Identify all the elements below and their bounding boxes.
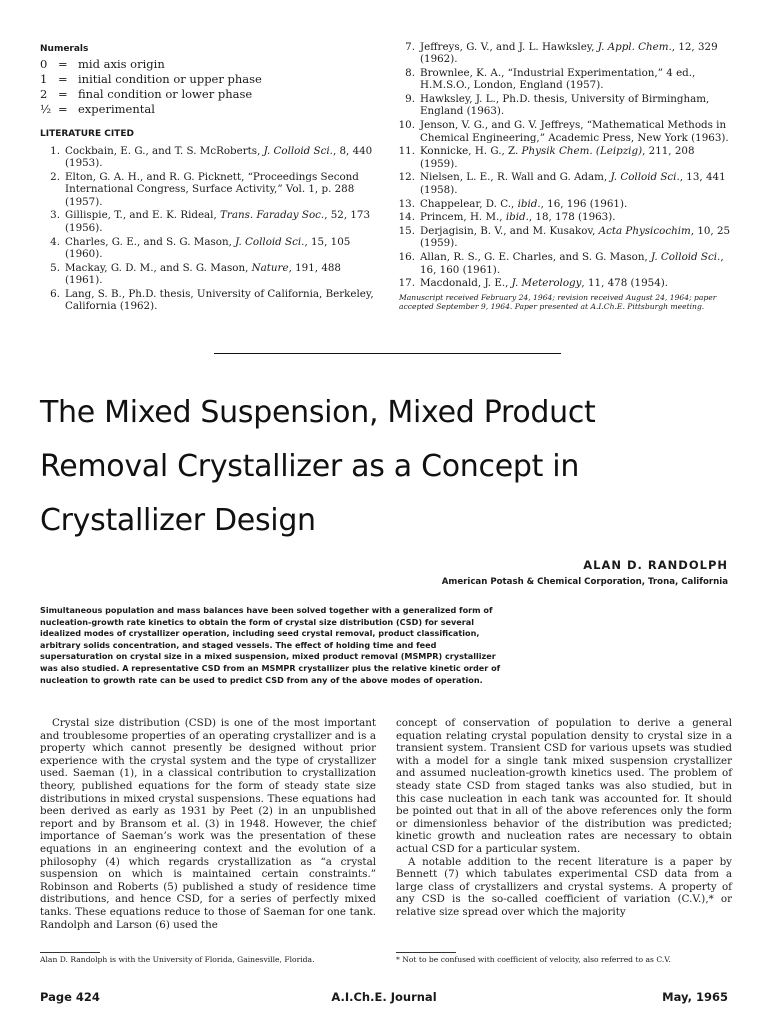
reference-number: 8. (405, 67, 415, 80)
page-footer (40, 990, 728, 1006)
top-left-column (40, 44, 380, 314)
reference-item (395, 277, 731, 289)
reference-text: Elton, G. A. H., and R. G. Picknett, “Proceedings Second International Congress, Surface Activity,” Vol. 1, p. 288 (1957). (65, 171, 359, 208)
journal-name: Physik Chem. (Leipzig) (521, 145, 643, 158)
numerals-heading: Numerals (40, 44, 89, 54)
reference-number: 12. (398, 171, 415, 184)
reference-item (40, 209, 380, 234)
reference-text: Lang, S. B., Ph.D. thesis, University of California, Berkeley, California (1962). (65, 287, 374, 313)
journal-name: J. Colloid Sci. (610, 171, 680, 184)
reference-number: 11. (398, 145, 415, 158)
reference-item (395, 41, 731, 66)
reference-text: Hawksley, J. L., Ph.D. thesis, University of Birmingham, England (1963). (420, 93, 710, 118)
reference-number: 4. (50, 235, 60, 248)
reference-number: 14. (398, 211, 415, 224)
title-line: Removal Crystallizer as a Concept in (40, 449, 580, 484)
reference-text: Brownlee, K. A., “Industrial Experimentation,” 4 ed., H.M.S.O., London, England (1957). (420, 67, 696, 92)
reference-item (395, 119, 731, 144)
reference-item (395, 93, 731, 118)
reference-item (395, 145, 731, 170)
reference-item (40, 288, 380, 313)
reference-item (395, 225, 731, 250)
reference-text: Charles, G. E., and S. G. Mason, J. Colloid Sci., 15, 105 (1960). (65, 235, 351, 260)
reference-item (395, 251, 731, 276)
journal-name: J. Appl. Chem. (597, 41, 672, 53)
body-paragraph: A notable addition to the recent literature is a paper by Bennett (7) which tabulates experimental CSD data from a large class of crystallizers and crystal systems. A property of any CSD is the so-called coefficient of variation (C.V.),* or relative size spread over which the majority (396, 855, 732, 918)
reference-text: Nielsen, L. E., R. Wall and G. Adam, J. Colloid Sci., 13, 441 (1958). (420, 171, 726, 196)
top-right-column (395, 41, 731, 312)
reference-number: 3. (50, 209, 60, 222)
numeral-row: 0 = mid axis origin (40, 57, 165, 71)
footnote-cv: * Not to be confused with coefficient of velocity, also referred to as C.V. (396, 952, 732, 965)
author-name: ALAN D. RANDOLPH (583, 558, 728, 572)
reference-item (40, 171, 380, 208)
footnote-rule (40, 952, 100, 953)
reference-text: Chappelear, D. C., ibid., 16, 196 (1961). (420, 197, 628, 210)
reference-number: 10. (398, 119, 415, 132)
body-paragraph: Crystal size distribution (CSD) is one of the most important and troublesome properties of an operating crystallizer and is a property which cannot presently be designed without prior experience with the crystal system and the type of crystallizer used. Saeman (1), in a classical contribution to crystallization theory, published equations for the form of steady state size distributions in mixed crystal suspensions. These equations had been derived as early as 1931 by Peet (2) in an unpublished report and by Bransom et al. (3) in 1948. However, the chief importance of Saeman’s work was the presentation of these equations in an engineering context and the evolution of a philosophy (4) which regards crystallization as “a crystal suspension on which is maintained certain constraints.” Robinson and Roberts (5) published a study of residence time distributions, and hence CSD, for a series of perfectly mixed tanks. These equations reduce to those of Saeman for one tank. Randolph and Larson (6) used the (40, 717, 376, 931)
body-paragraph: concept of conservation of population to derive a general equation relating crystal population density to crystal size in a transient system. Transient CSD for various upsets was studied with a model for a single tank mixed suspension crystallizer and assumed nucleation-growth kinetics used. The problem of steady state CSD from staged tanks was also studied, but in this case nucleation in each tank was accounted for. It should be pointed out that in all of the above references only the form or dimensionless behavior of the distribution was predicted; kinetic growth and nucleation rates are necessary to obtain actual CSD for a particular system. (396, 717, 732, 855)
reference-number: 1. (50, 145, 60, 157)
journal-name: J. Colloid Sci. (651, 251, 721, 264)
footnote-rule (396, 952, 456, 953)
reference-number: 2. (50, 171, 60, 184)
author-affiliation: American Potash & Chemical Corporation, Trona, California (441, 577, 728, 587)
abstract: Simultaneous population and mass balances have been solved together with a generalized form of nucleation-growth rate kinetics to obtain the form of crystal size distribution (CSD) for several idealized modes of crystallizer operation, including seed crystal removal, product classification, arbitrary solids concentration, and staged vessels. The effect of holding time and feed supersaturation on crystal size in a mixed suspension, mixed product removal (MSMPR) crystallizer was also studied. A representative CSD from an MSMPR crystallizer plus the relative kinetic order of nucleation to growth rate can be used to predict CSD from any of the above modes of operation. (40, 605, 501, 685)
footnote-author: Alan D. Randolph is with the University of Florida, Gainesville, Florida. (40, 952, 376, 965)
reference-number: 6. (50, 287, 60, 300)
reference-text: Allan, R. S., G. E. Charles, and S. G. Mason, J. Colloid Sci., 16, 160 (1961). (420, 251, 724, 276)
journal-name: Acta Physicochim (598, 225, 691, 238)
reference-number: 15. (398, 225, 415, 238)
reference-number: 5. (50, 261, 60, 274)
reference-number: 13. (398, 197, 415, 210)
article-title (40, 386, 740, 548)
reference-item (395, 171, 731, 196)
reference-number: 7. (405, 41, 415, 53)
journal-name: J. Colloid Sci. (263, 145, 333, 157)
reference-item (40, 262, 380, 287)
references-right (395, 41, 731, 290)
section-divider (214, 353, 561, 354)
body-column-left (40, 717, 376, 931)
reference-text: Macdonald, J. E., J. Meterology, 11, 478 (1954). (420, 277, 669, 290)
journal-name: ibid. (505, 211, 529, 224)
numeral-row: 1 = initial condition or upper phase (40, 72, 262, 86)
references-left (40, 145, 380, 312)
reference-text: Derjagisin, B. V., and M. Kusakov, Acta Physicochim, 10, 25 (1959). (420, 225, 731, 250)
reference-text: Gillispie, T., and E. K. Rideal, Trans. Faraday Soc., 52, 173 (1956). (65, 209, 371, 234)
reference-number: 17. (398, 277, 415, 290)
journal-name: J. Colloid Sci. (235, 235, 305, 248)
issue-date: May, 1965 (662, 990, 728, 1004)
journal-name: Trans. Faraday Soc. (220, 209, 325, 222)
body-column-right (396, 717, 732, 919)
reference-number: 9. (405, 93, 415, 106)
literature-heading: LITERATURE CITED (40, 129, 134, 139)
reference-item (395, 211, 731, 223)
journal-name: A.I.Ch.E. Journal (331, 990, 437, 1004)
page-number: Page 424 (40, 990, 100, 1004)
journal-name: J. Meterology (511, 277, 582, 290)
reference-text: Cockbain, E. G., and T. S. McRoberts, J. Colloid Sci., 8, 440 (1953). (65, 145, 373, 170)
numerals-list (40, 57, 380, 117)
manuscript-note: Manuscript received February 24, 1964; revision received August 24, 1964; paper accepted September 9, 1964. Paper presented at A.I.Ch.E. Pittsburgh meeting. (399, 292, 717, 312)
journal-name: Nature (251, 261, 289, 274)
reference-text: Konnicke, H. G., Z. Physik Chem. (Leipzig), 211, 208 (1959). (420, 145, 695, 170)
reference-text: Jenson, V. G., and G. V. Jeffreys, “Mathematical Methods in Chemical Engineering,” Academic Press, New York (1963). (420, 119, 729, 144)
numeral-row: 2 = final condition or lower phase (40, 87, 253, 101)
journal-name: ibid. (517, 197, 541, 210)
reference-text: Jeffreys, G. V., and J. L. Hawksley, J. Appl. Chem., 12, 329 (1962). (420, 41, 718, 66)
reference-text: Mackay, G. D. M., and S. G. Mason, Nature, 191, 488 (1961). (65, 261, 341, 286)
title-line: Crystallizer Design (40, 503, 316, 538)
reference-item (40, 236, 380, 261)
numeral-row: ½ = experimental (40, 102, 155, 116)
reference-item (40, 145, 380, 170)
reference-text: Princem, H. M., ibid., 18, 178 (1963). (420, 211, 616, 224)
reference-item (395, 198, 731, 210)
reference-number: 16. (398, 251, 415, 264)
reference-item (395, 67, 731, 92)
title-line: The Mixed Suspension, Mixed Product (40, 395, 596, 430)
